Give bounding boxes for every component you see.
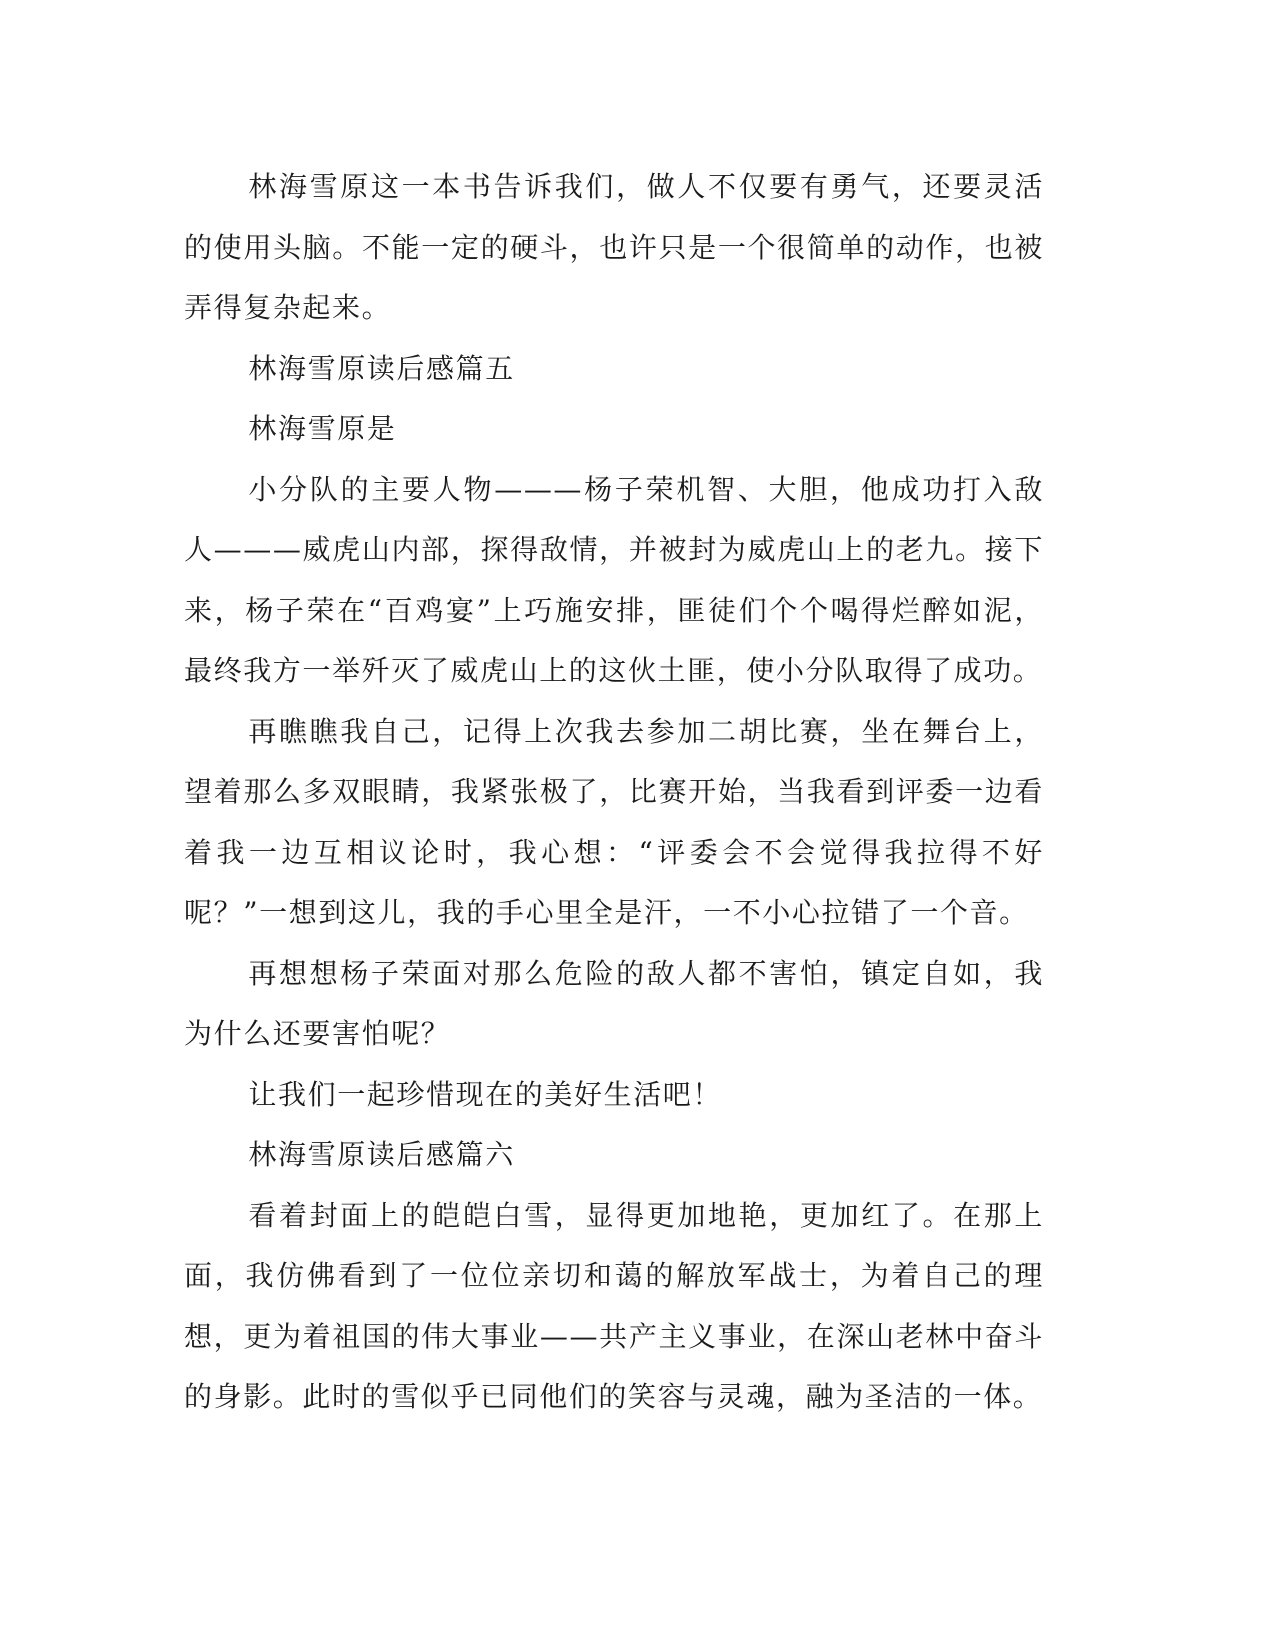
paragraph-5: 再想想杨子荣面对那么危险的敌人都不害怕，镇定自如，我为什么还要害怕呢？ (184, 956, 1044, 1050)
section-heading-6: 林海雪原读后感篇六 (248, 1138, 515, 1171)
paragraph-7: 看着封面上的皑皑白雪，显得更加地艳，更加红了。在那上面，我仿佛看到了一位位亲切和蔼的解放军战士，为着自己的理想，更为着祖国的伟大事业——共产主义事业，在深山老林中奋斗的身影。此时的雪似乎已同他们的笑容与灵魂，融为圣洁的一体。 (184, 1198, 1044, 1413)
paragraph-1: 林海雪原这一本书告诉我们，做人不仅要有勇气，还要灵活的使用头脑。不能一定的硬斗，也许只是一个很简单的动作，也被弄得复杂起来。 (184, 170, 1044, 324)
document-body (184, 157, 1044, 1428)
paragraph-6: 让我们一起珍惜现在的美好生活吧！ (248, 1077, 722, 1111)
paragraph-2: 林海雪原是 (248, 412, 397, 445)
section-heading-5: 林海雪原读后感篇五 (248, 351, 515, 385)
paragraph-4: 再瞧瞧我自己，记得上次我去参加二胡比赛，坐在舞台上，望着那么多双眼睛，我紧张极了，比赛开始，当我看到评委一边看着我一边互相议论时，我心想：“评委会不会觉得我拉得不好呢？”一想到这儿，我的手心里全是汗，一不小心拉错了一个音。 (184, 714, 1044, 929)
paragraph-3: 小分队的主要人物———杨子荣机智、大胆，他成功打入敌人———威虎山内部，探得敌情，并被封为威虎山上的老九。接下来，杨子荣在“百鸡宴”上巧施安排，匪徒们个个喝得烂醉如泥，最终我方一举歼灭了威虎山上的这伙土匪，使小分队取得了成功。 (184, 472, 1044, 687)
